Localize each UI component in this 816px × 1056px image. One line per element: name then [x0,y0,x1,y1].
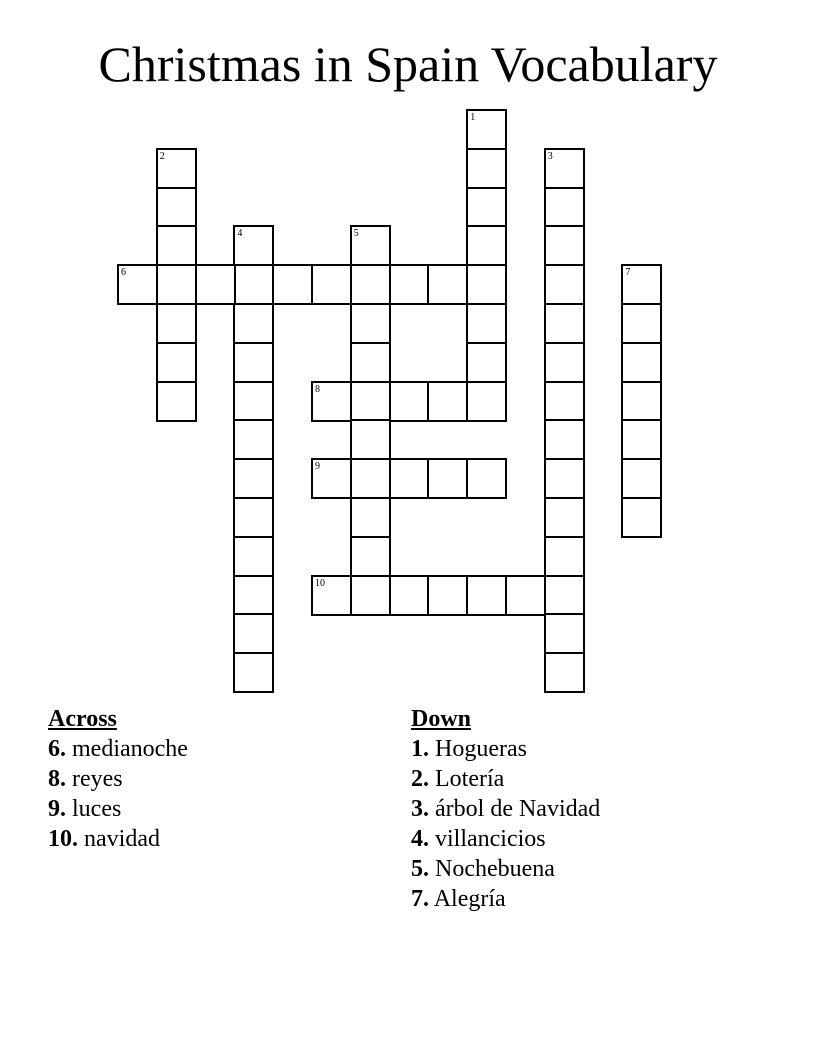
grid-cell[interactable] [544,575,585,616]
clue-across-9 [48,794,378,824]
cell-number: 8 [315,383,320,395]
grid-cell[interactable] [156,148,197,189]
grid-cell[interactable] [156,225,197,266]
grid-cell[interactable] [233,497,274,538]
grid-cell[interactable] [466,303,507,344]
grid-cell[interactable] [544,148,585,189]
clue-number: 8. [48,766,66,792]
grid-cell[interactable] [233,458,274,499]
grid-cell[interactable] [311,264,352,305]
cell-number: 4 [237,228,243,240]
down-clues [411,704,791,914]
clue-down-1 [411,734,791,764]
grid-cell[interactable] [544,536,585,577]
grid-cell[interactable] [350,497,391,538]
grid-cell[interactable] [311,381,352,422]
grid-cell[interactable] [311,575,352,616]
grid-cell[interactable] [272,264,313,305]
clue-across-6 [48,734,378,764]
grid-cell[interactable] [233,381,274,422]
grid-cell[interactable] [311,458,352,499]
grid-cell[interactable] [621,381,662,422]
cell-number: 5 [353,228,359,240]
grid-cell[interactable] [544,419,585,460]
grid-cell[interactable] [466,381,507,422]
grid-cell[interactable] [156,303,197,344]
grid-cell[interactable] [621,419,662,460]
across-clues [48,704,378,854]
clue-number: 5. [411,856,429,882]
grid-cell[interactable] [427,264,468,305]
grid-cell[interactable] [466,109,507,150]
grid-cell[interactable] [233,613,274,654]
clue-text: reyes [72,766,123,792]
clue-text: Hogueras [435,736,527,762]
grid-cell[interactable] [389,458,430,499]
page-title: Christmas in Spain Vocabulary [98,36,718,92]
grid-cell[interactable] [350,264,391,305]
clue-down-4 [411,824,791,854]
clue-number: 6. [48,736,66,762]
grid-cell[interactable] [156,187,197,228]
grid-cell[interactable] [466,458,507,499]
clue-across-10 [48,824,378,854]
across-heading: Across [48,706,117,732]
grid-cell[interactable] [466,187,507,228]
grid-cell[interactable] [621,497,662,538]
grid-cell[interactable] [233,303,274,344]
grid-cell[interactable] [156,381,197,422]
grid-cell[interactable] [350,575,391,616]
grid-cell[interactable] [350,419,391,460]
grid-cell[interactable] [195,264,236,305]
cell-number: 1 [470,112,476,123]
clue-number: 10. [48,826,78,852]
grid-cell[interactable] [233,536,274,577]
grid-cell[interactable] [544,381,585,422]
clue-number: 7. [411,886,429,912]
clue-down-3 [411,794,791,824]
cell-number: 6 [121,267,126,279]
grid-cell[interactable] [466,575,507,616]
clue-number: 4. [411,826,429,852]
clue-number: 2. [411,766,429,792]
grid-cell[interactable] [466,225,507,266]
grid-cell[interactable] [350,536,391,577]
grid-cell[interactable] [233,419,274,460]
cell-number: 2 [159,150,165,162]
clue-text: medianoche [72,736,188,762]
grid-cell[interactable] [544,458,585,499]
grid-cell[interactable] [389,381,430,422]
clue-text: villancicios [435,826,546,852]
grid-cell[interactable] [466,264,507,305]
cell-number: 7 [625,267,631,279]
grid-cell[interactable] [389,575,430,616]
clue-text: luces [72,796,122,822]
grid-cell[interactable] [427,458,468,499]
grid-cell[interactable] [544,303,585,344]
clue-text: Nochebuena [435,856,555,882]
grid-cell[interactable] [544,264,585,305]
grid-cell[interactable] [466,342,507,383]
grid-cell[interactable] [350,225,391,266]
grid-cell[interactable] [233,264,274,305]
clue-down-7 [411,884,791,914]
grid-cell[interactable] [505,575,546,616]
grid-cell[interactable] [350,381,391,422]
grid-cell[interactable] [233,342,274,383]
clue-down-2 [411,764,791,794]
grid-cell[interactable] [350,342,391,383]
clue-across-8 [48,764,378,794]
clue-text: Lotería [435,766,505,792]
clue-number: 9. [48,796,66,822]
grid-cell[interactable] [544,613,585,654]
grid-cell[interactable] [389,264,430,305]
grid-cell[interactable] [621,303,662,344]
cell-number: 3 [547,150,553,162]
clue-text: Alegría [433,886,506,912]
clue-text: navidad [84,826,160,852]
grid-cell[interactable] [544,342,585,383]
down-heading: Down [411,706,472,732]
clue-number: 1. [411,736,429,762]
clue-down-5 [411,854,791,884]
grid-cell[interactable] [233,652,274,693]
grid-cell[interactable] [466,148,507,189]
grid-cell[interactable] [544,225,585,266]
grid-cell[interactable] [427,381,468,422]
clue-number: 3. [411,796,429,822]
cell-number: 10 [315,577,325,589]
grid-cell[interactable] [544,497,585,538]
grid-cell[interactable] [117,264,158,305]
cell-number: 9 [315,461,320,473]
grid-cell[interactable] [544,187,585,228]
clue-text: árbol de Navidad [435,796,601,822]
grid-cell[interactable] [156,342,197,383]
grid-cell[interactable] [233,225,274,266]
grid-cell[interactable] [233,575,274,616]
grid-cell[interactable] [621,458,662,499]
grid-cell[interactable] [350,303,391,344]
grid-cell[interactable] [544,652,585,693]
grid-cell[interactable] [156,264,197,305]
grid-cell[interactable] [621,264,662,305]
grid-cell[interactable] [350,458,391,499]
grid-cell[interactable] [427,575,468,616]
grid-cell[interactable] [621,342,662,383]
